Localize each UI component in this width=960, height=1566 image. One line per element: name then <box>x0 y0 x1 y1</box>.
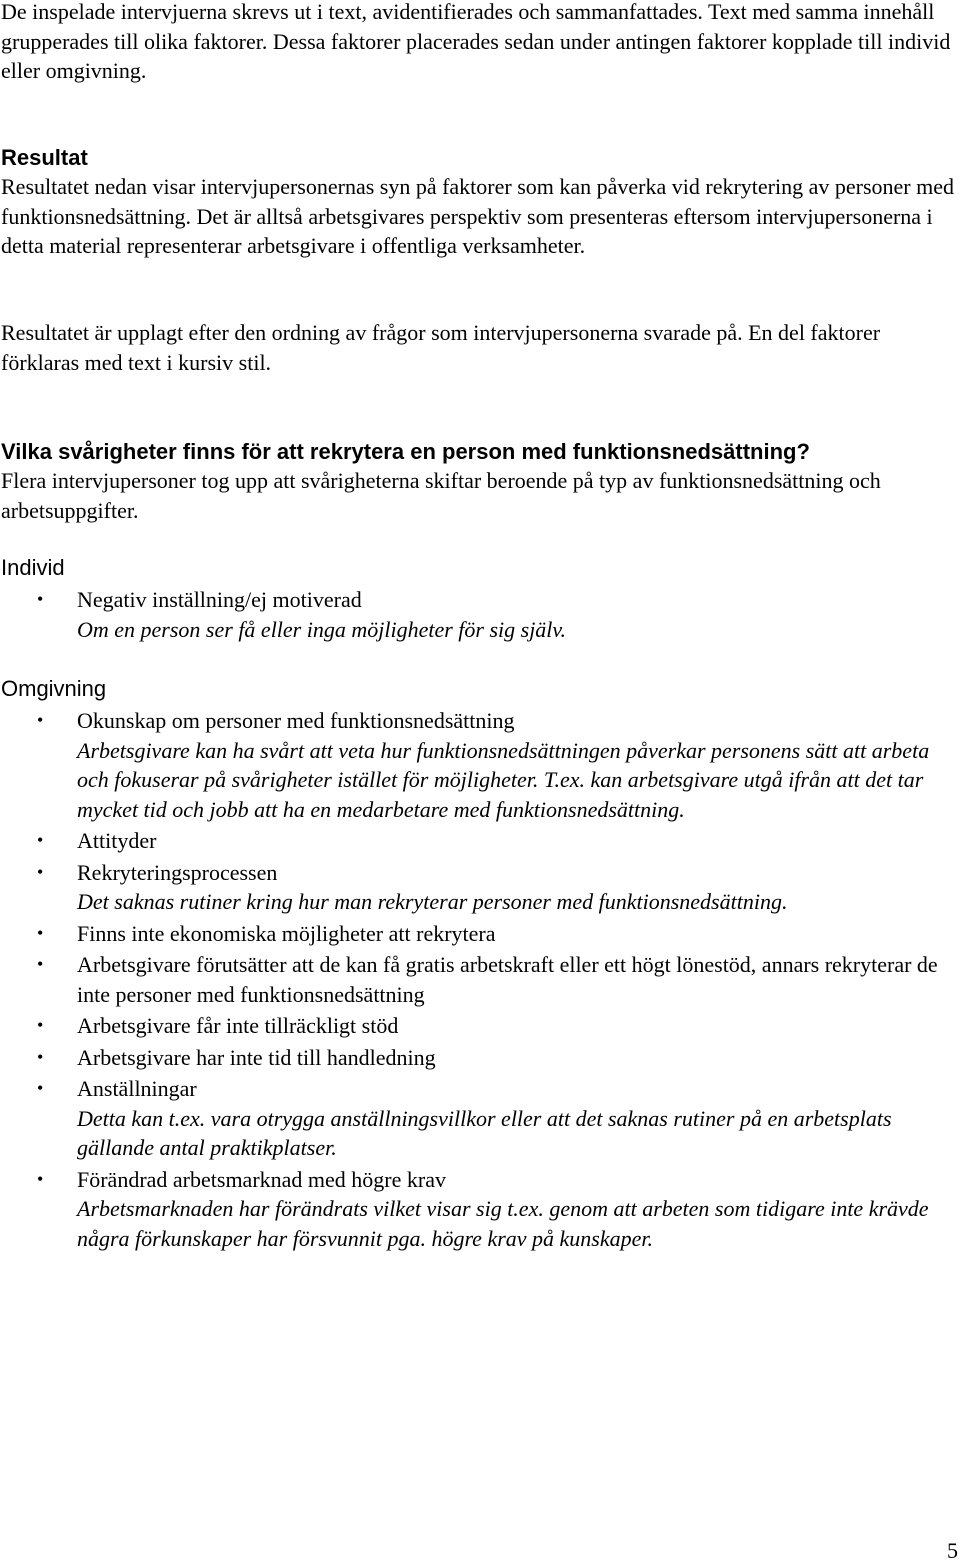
omgivning-heading: Omgivning <box>1 676 107 701</box>
list-item <box>0 919 960 949</box>
list-item-description: Arbetsgivare kan ha svårt att veta hur funktionsnedsättningen påverkar personens sätt att arbeta och fokuserar på svårigheter istället för möjligheter. T.ex. kan arbetsgivare utgå ifrån att det tar mycket tid och jobb att ha en medarbetare med funktionsnedsättning. <box>77 737 930 822</box>
question-heading: Vilka svårigheter finns för att rekrytera en person med funktionsnedsättning? <box>1 439 810 464</box>
bullet-icon: • <box>37 1168 44 1189</box>
bullet-icon: • <box>37 1015 44 1035</box>
bullet-icon: • <box>37 830 44 850</box>
bullet-icon: • <box>37 1046 44 1067</box>
bullet-icon: • <box>37 710 44 730</box>
resultat-paragraph-2: Resultatet är upplagt efter den ordning av frågor som intervjupersonerna svarade på. En del faktorer förklaras med text i kursiv stil. <box>1 320 881 375</box>
list-item <box>0 585 960 644</box>
list-item-label: Rekryteringsprocessen <box>77 859 278 885</box>
list-item-label: Negativ inställning/ej motiverad <box>77 587 362 612</box>
list-item <box>0 706 960 824</box>
list-item-label: Anställningar <box>77 1076 197 1101</box>
omgivning-list <box>0 706 960 1255</box>
list-item <box>0 1043 960 1073</box>
list-item-label: Finns inte ekonomiska möjligheter att rekrytera <box>77 920 496 946</box>
individ-heading: Individ <box>1 555 65 580</box>
list-item-label: Okunskap om personer med funktionsnedsättning <box>77 708 515 733</box>
individ-list <box>0 585 960 646</box>
list-item <box>0 826 960 856</box>
list-item-label: Förändrad arbetsmarknad med högre krav <box>77 1166 446 1192</box>
bullet-icon: • <box>37 1078 44 1098</box>
resultat-paragraph-1: Resultatet nedan visar intervjupersonernas syn på faktorer som kan påverka vid rekrytering av personer med funktionsnedsättning. Det är alltså arbetsgivares perspektiv som presenteras eftersom intervjupersonerna i detta material representerar arbetsgivare i offentliga verksamheter. <box>1 174 955 258</box>
list-item-description: Arbetsmarknaden har förändrats vilket visar sig t.ex. genom att arbeten som tidigare inte krävde några förkunskaper har försvunnit pga. högre krav på kunskaper. <box>77 1196 929 1251</box>
list-item <box>0 858 960 917</box>
list-item-description: Detta kan t.ex. vara otrygga anställningsvillkor eller att det saknas rutiner på en arbetsplats gällande antal praktikplatser. <box>77 1105 892 1160</box>
bullet-icon: • <box>37 954 44 974</box>
bullet-icon: • <box>37 589 44 609</box>
list-item <box>0 950 960 1009</box>
list-item-label: Arbetsgivare får inte tillräckligt stöd <box>77 1013 399 1038</box>
list-item-label: Arbetsgivare förutsätter att de kan få gratis arbetskraft eller ett högt lönestöd, annars rekryterar de inte personer med funktionsnedsättning <box>77 952 938 1007</box>
page-number: 5 <box>947 1538 958 1563</box>
list-item <box>0 1165 960 1254</box>
list-item-label: Arbetsgivare har inte tid till handledning <box>77 1044 436 1070</box>
list-item <box>0 1011 960 1041</box>
intro-paragraph: De inspelade intervjuerna skrevs ut i text, avidentifierades och sammanfattades. Text med samma innehåll grupperades till olika faktorer. Dessa faktorer placerades sedan under antingen faktorer kopplade till individ eller omgivning. <box>1 0 951 83</box>
bullet-icon: • <box>37 861 44 882</box>
list-item-description: Om en person ser få eller inga möjligheter för sig själv. <box>77 616 567 642</box>
list-item-description: Det saknas rutiner kring hur man rekryterar personer med funktionsnedsättning. <box>77 889 788 914</box>
resultat-heading: Resultat <box>1 145 88 170</box>
list-item <box>0 1074 960 1163</box>
list-item-label: Attityder <box>77 828 157 853</box>
question-paragraph: Flera intervjupersoner tog upp att svårigheterna skiftar beroende på typ av funktionsnedsättning och arbetsuppgifter. <box>1 468 881 523</box>
bullet-icon: • <box>37 922 44 943</box>
